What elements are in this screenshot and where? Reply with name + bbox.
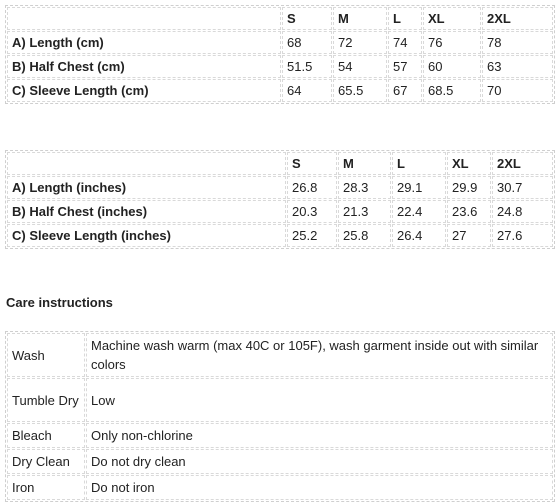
- size-value: 78: [482, 31, 553, 54]
- care-row: [7, 475, 553, 500]
- row-label: A) Length (inches): [7, 176, 286, 199]
- size-value: 26.4: [392, 224, 446, 247]
- size-value: 26.8: [287, 176, 337, 199]
- size-value: 29.9: [447, 176, 491, 199]
- size-chart-inches: [5, 150, 555, 249]
- header-cell: XL: [447, 152, 491, 175]
- size-value: 72: [333, 31, 387, 54]
- size-value: 27: [447, 224, 491, 247]
- size-value: 22.4: [392, 200, 446, 223]
- care-key: Wash: [7, 333, 85, 377]
- care-row: [7, 423, 553, 448]
- header-cell: L: [392, 152, 446, 175]
- table-row: [7, 224, 553, 247]
- header-cell: L: [388, 7, 422, 30]
- size-value: 27.6: [492, 224, 553, 247]
- care-value: Only non-chlorine: [86, 423, 553, 448]
- size-value: 57: [388, 55, 422, 78]
- header-cell: 2XL: [492, 152, 553, 175]
- table-row: [7, 200, 553, 223]
- care-row: [7, 449, 553, 474]
- care-instructions-table: [5, 331, 555, 502]
- size-value: 63: [482, 55, 553, 78]
- care-key: Bleach: [7, 423, 85, 448]
- header-cell: XL: [423, 7, 481, 30]
- care-key: Dry Clean: [7, 449, 85, 474]
- size-value: 65.5: [333, 79, 387, 102]
- size-value: 24.8: [492, 200, 553, 223]
- row-label: A) Length (cm): [7, 31, 281, 54]
- size-value: 68: [282, 31, 332, 54]
- header-cell: S: [282, 7, 332, 30]
- care-value: Do not dry clean: [86, 449, 553, 474]
- table-row: [7, 176, 553, 199]
- size-value: 23.6: [447, 200, 491, 223]
- table-row: [7, 55, 553, 78]
- size-value: 30.7: [492, 176, 553, 199]
- size-value: 20.3: [287, 200, 337, 223]
- size-value: 70: [482, 79, 553, 102]
- row-label: B) Half Chest (inches): [7, 200, 286, 223]
- care-value: Low: [86, 378, 553, 422]
- size-value: 25.2: [287, 224, 337, 247]
- header-cell: S: [287, 152, 337, 175]
- header-cell: [7, 7, 281, 30]
- size-header-row: [7, 152, 553, 175]
- size-chart-cm: [5, 5, 555, 104]
- table-row: [7, 31, 553, 54]
- header-cell: 2XL: [482, 7, 553, 30]
- size-value: 29.1: [392, 176, 446, 199]
- header-cell: [7, 152, 286, 175]
- size-value: 28.3: [338, 176, 391, 199]
- size-value: 54: [333, 55, 387, 78]
- row-label: C) Sleeve Length (inches): [7, 224, 286, 247]
- row-label: C) Sleeve Length (cm): [7, 79, 281, 102]
- size-value: 25.8: [338, 224, 391, 247]
- size-value: 74: [388, 31, 422, 54]
- care-row: [7, 378, 553, 422]
- care-value: Do not iron: [86, 475, 553, 500]
- header-cell: M: [333, 7, 387, 30]
- header-cell: M: [338, 152, 391, 175]
- table-row: [7, 79, 553, 102]
- row-label: B) Half Chest (cm): [7, 55, 281, 78]
- size-value: 60: [423, 55, 481, 78]
- care-instructions-title: Care instructions: [6, 295, 113, 310]
- care-key: Iron: [7, 475, 85, 500]
- size-value: 76: [423, 31, 481, 54]
- care-row: [7, 333, 553, 377]
- care-key: Tumble Dry: [7, 378, 85, 422]
- size-header-row: [7, 7, 553, 30]
- size-value: 21.3: [338, 200, 391, 223]
- size-value: 51.5: [282, 55, 332, 78]
- size-value: 68.5: [423, 79, 481, 102]
- size-value: 64: [282, 79, 332, 102]
- size-value: 67: [388, 79, 422, 102]
- care-value: Machine wash warm (max 40C or 105F), wash garment inside out with similar colors: [86, 333, 553, 377]
